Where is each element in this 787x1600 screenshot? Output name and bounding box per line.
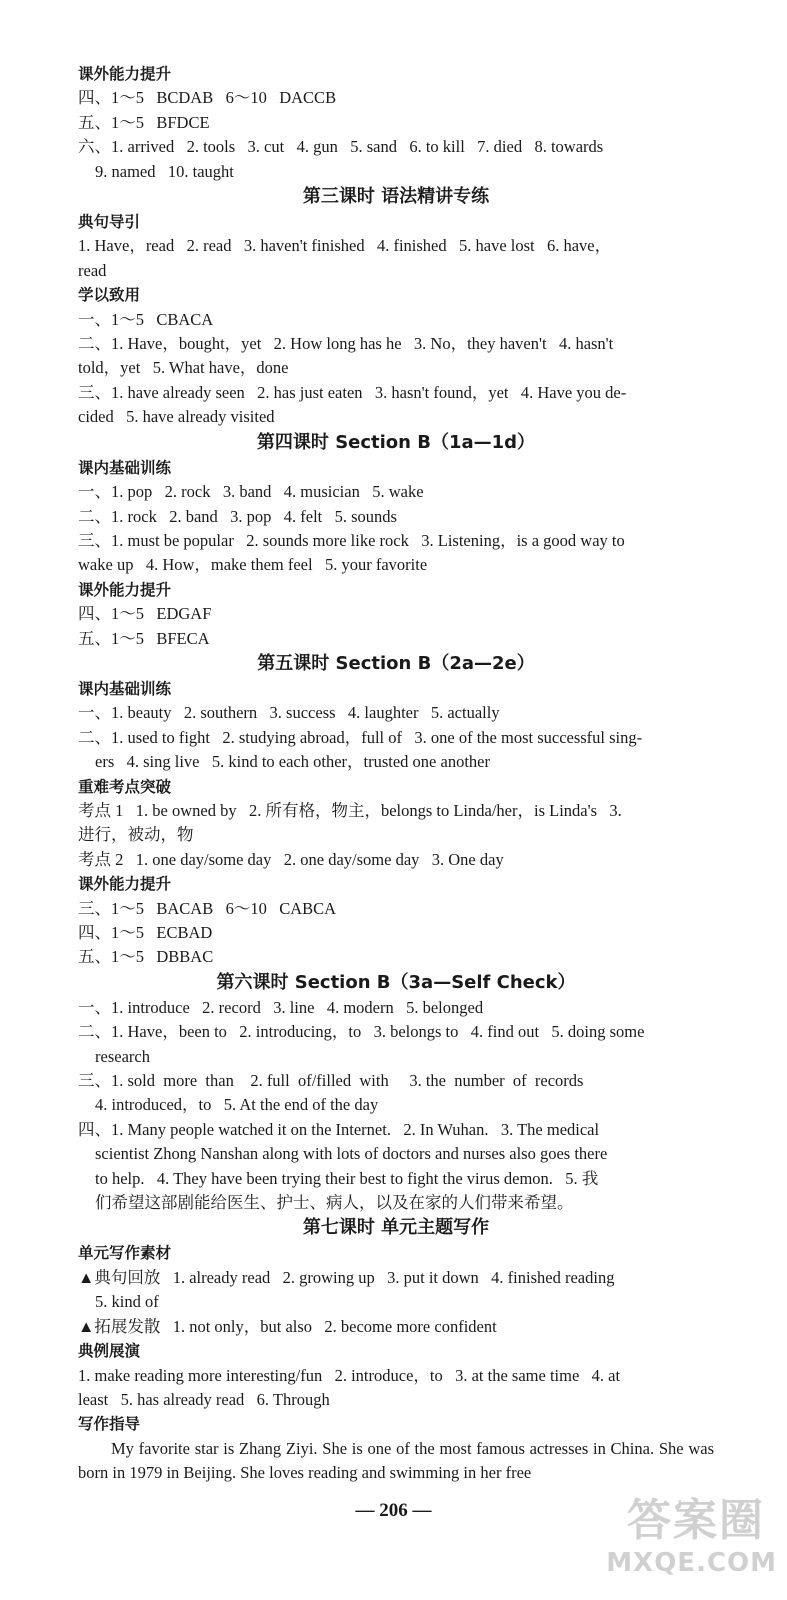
answer-line: 三、1. sold more than 2. full of/filled with 3. the number of records xyxy=(78,1071,584,1091)
answer-line: ers 4. sing live 5. kind to each other，trusted one another xyxy=(95,752,490,772)
section-heading: 课外能力提升 xyxy=(78,875,172,894)
section-heading: 课外能力提升 xyxy=(78,65,172,83)
answer-line: 4. introduced，to 5. At the end of the day xyxy=(95,1095,379,1115)
section-heading: 课外能力提升 xyxy=(78,580,172,599)
answer-line: 五、1～5 DBBAC xyxy=(78,947,214,967)
section-heading: 重难考点突破 xyxy=(78,777,172,796)
answer-line: 二、1. rock 2. band 3. pop 4. felt 5. sounds xyxy=(78,506,397,526)
answer-line: 三、1. have already seen 2. has just eaten 3. hasn't found，yet 4. Have you de- xyxy=(78,382,627,402)
answer-line: 四、1～5 ECBAD xyxy=(78,923,213,942)
section-heading: 典句导引 xyxy=(78,213,141,232)
answer-line: 四、1. Many people watched it on the Internet. 2. In Wuhan. 3. The medical xyxy=(78,1119,600,1139)
lesson-title: 第七课时 单元主题写作 xyxy=(302,1217,490,1239)
answer-line: ▲典句回放 1. already read 2. growing up 3. put it down 4. finished reading xyxy=(78,1267,615,1287)
answer-line: told，yet 5. What have，done xyxy=(78,358,289,378)
section-heading: 单元写作素材 xyxy=(78,1244,172,1263)
answer-line: to help. 4. They have been trying their best to fight the virus demon. 5. 我 xyxy=(95,1168,599,1188)
answer-line: scientist Zhong Nanshan along with lots of doctors and nurses also goes there xyxy=(95,1144,608,1164)
answer-line: 进行，被动，物 xyxy=(78,825,194,845)
answer-line: 考点 2 1. one day/some day 2. one day/some day 3. One day xyxy=(78,849,504,869)
answer-line: 一、1. introduce 2. record 3. line 4. modern 5. belonged xyxy=(78,997,484,1017)
answer-line: 二、1. used to fight 2. studying abroad，full of 3. one of the most successful sing- xyxy=(78,727,643,747)
answer-line: 四、1～5 EDGAF xyxy=(78,604,212,624)
section-heading: 学以致用 xyxy=(78,286,141,305)
section-heading: 典例展演 xyxy=(78,1342,141,1361)
watermark-top-text: 答案圈 xyxy=(627,1495,765,1546)
answer-line: 1. Have，read 2. read 3. haven't finished 4. finished 5. have lost 6. have， xyxy=(78,236,612,256)
section-heading: 写作指导 xyxy=(78,1415,141,1434)
section-heading: 课内基础训练 xyxy=(78,458,172,477)
answer-line: 五、1～5 BFECA xyxy=(78,628,210,648)
section-heading: 课内基础训练 xyxy=(78,679,172,698)
answer-line: 三、1～5 BACAB 6～10 CABCA xyxy=(78,898,337,918)
answer-line: 四、1～5 BCDAB 6～10 DACCB xyxy=(78,88,337,108)
watermark-logo xyxy=(537,1495,777,1590)
writing-paragraph: My favorite star is Zhang Ziyi. She is one of the most famous actresses in China. She was born in 1979 in Beijing. She loves reading and swimming in her free xyxy=(78,1438,714,1483)
answer-line: 1. make reading more interesting/fun 2. introduce，to 3. at the same time 4. at xyxy=(78,1365,621,1385)
answer-line: wake up 4. How，make them feel 5. your favorite xyxy=(78,555,428,575)
answer-line: 一、1. beauty 2. southern 3. success 4. laughter 5. actually xyxy=(78,703,500,723)
lesson-title: 第四课时 Section B（1a—1d） xyxy=(256,431,536,453)
answer-page xyxy=(78,62,714,1486)
lesson-title: 第六课时 Section B（3a—Self Check） xyxy=(216,971,576,993)
answer-line: 二、1. Have，bought，yet 2. How long has he 3. No，they haven't 4. hasn't xyxy=(78,334,614,354)
answer-line: 9. named 10. taught xyxy=(95,161,234,181)
lesson-title: 第五课时 Section B（2a—2e） xyxy=(257,652,535,674)
answer-line: 们希望这部剧能给医生、护士、病人，以及在家的人们带来希望。 xyxy=(95,1193,574,1213)
answer-line: research xyxy=(95,1046,150,1066)
answer-line: 五、1～5 BFDCE xyxy=(78,112,210,132)
answer-line: read xyxy=(78,260,107,280)
answer-line: ▲拓展发散 1. not only，but also 2. become more confident xyxy=(78,1316,497,1336)
answer-line: 一、1～5 CBACA xyxy=(78,309,214,329)
answer-line: 六、1. arrived 2. tools 3. cut 4. gun 5. sand 6. to kill 7. died 8. towards xyxy=(78,137,604,157)
answer-line: 5. kind of xyxy=(95,1292,159,1312)
answer-line: 二、1. Have，been to 2. introducing，to 3. belongs to 4. find out 5. doing some xyxy=(78,1022,645,1042)
lesson-title: 第三课时 语法精讲专练 xyxy=(302,186,490,208)
answer-line: 三、1. must be popular 2. sounds more like rock 3. Listening，is a good way to xyxy=(78,530,625,550)
answer-line: 一、1. pop 2. rock 3. band 4. musician 5. wake xyxy=(78,482,424,502)
answer-line: 考点 1 1. be owned by 2. 所有格，物主，belongs to Linda/her，is Linda's 3. xyxy=(78,800,622,820)
answer-line: cided 5. have already visited xyxy=(78,407,275,427)
answer-line: least 5. has already read 6. Through xyxy=(78,1389,330,1409)
page-number: — 206 — xyxy=(355,1500,432,1521)
watermark-bottom-text: MXQE.COM xyxy=(606,1548,777,1578)
